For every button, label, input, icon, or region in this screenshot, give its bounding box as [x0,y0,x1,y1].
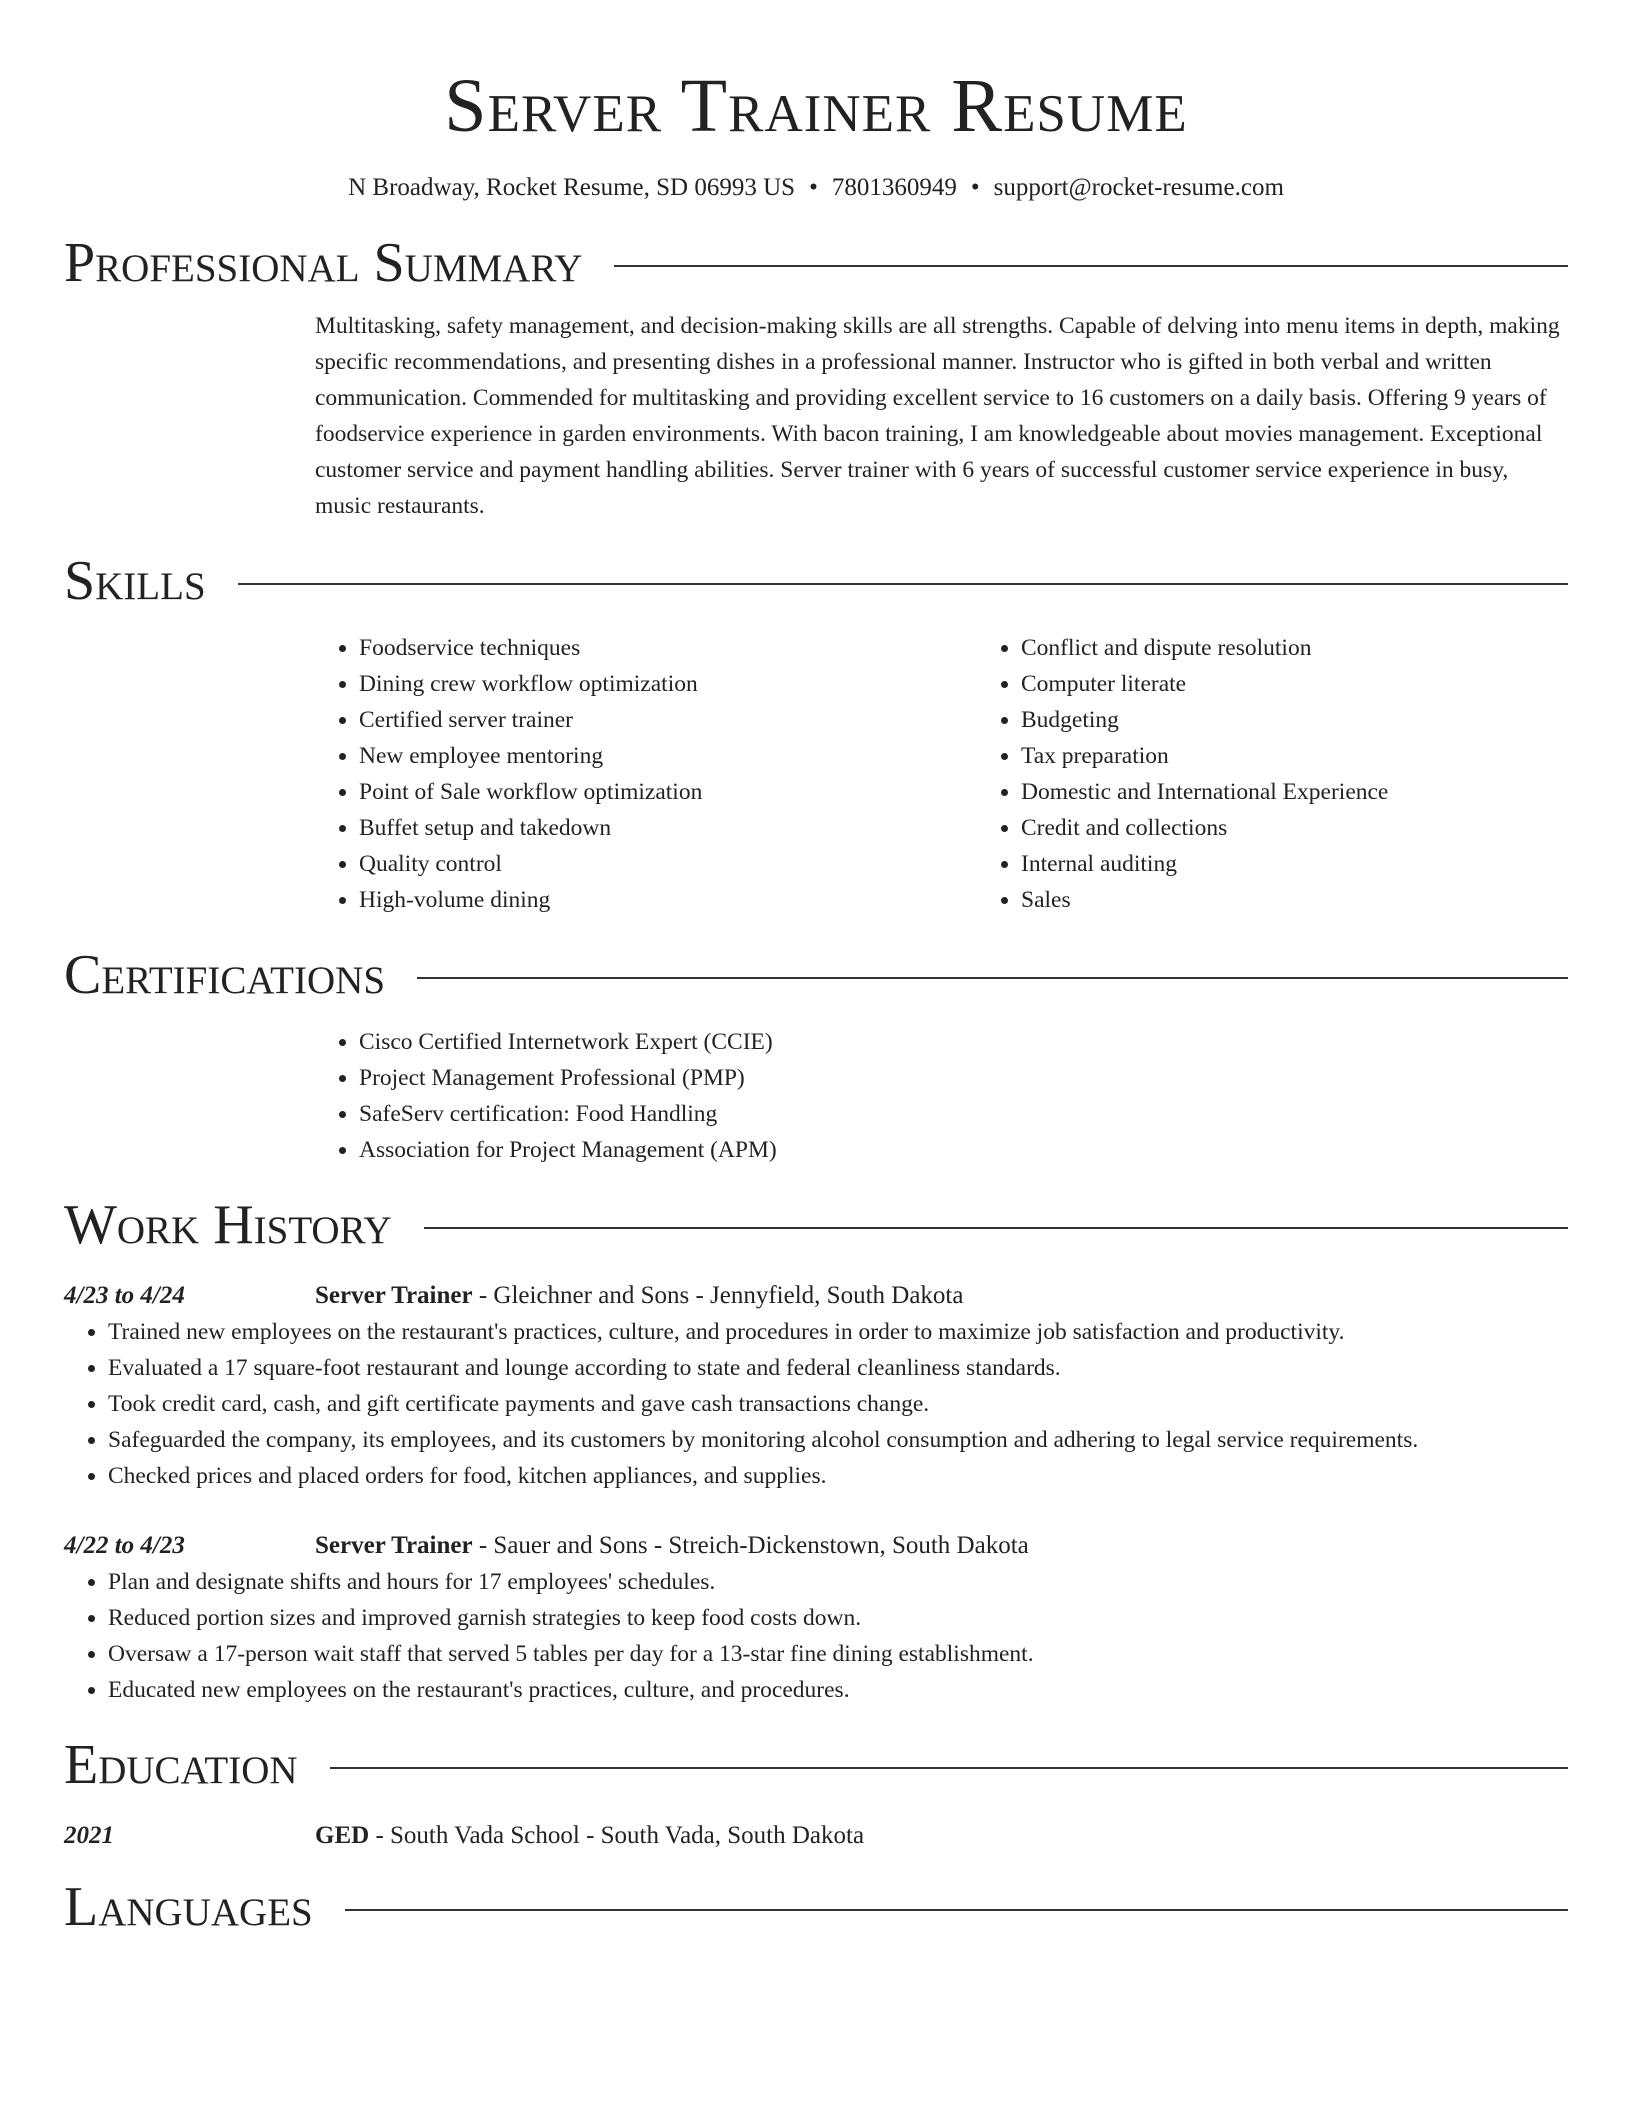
job-bullet: • Checked prices and placed orders for food, kitchen appliances, and supplies. [108,1458,1568,1494]
education-heading: Education [64,1734,298,1796]
section-divider [345,1909,1568,1911]
job-bullet: • Oversaw a 17-person wait staff that served 5 tables per day for a 13-star fine dining establishment. [108,1636,1568,1672]
skill-item: • Budgeting [1021,702,1568,738]
job-dates: 4/23 to 4/24 [64,1282,185,1309]
skills-heading: Skills [64,550,206,612]
certification-item: • Association for Project Management (APM) [359,1132,1568,1168]
skill-item: • Dining crew workflow optimization [359,666,977,702]
education-line [315,1818,864,1854]
job-heading-line [315,1278,963,1314]
job-heading-line [315,1528,1029,1564]
contact-phone: 7801360949 [831,174,957,201]
work-section-header [64,1190,1568,1260]
skills-list-right [977,630,1568,918]
certification-item: • Cisco Certified Internetwork Expert (CCIE) [359,1024,1568,1060]
job-details: - Gleichner and Sons - Jennyfield, South Dakota [472,1282,964,1309]
education-entry [64,1818,1568,1854]
education-details: - South Vada School - South Vada, South Dakota [369,1822,865,1849]
certification-item: • SafeServ certification: Food Handling [359,1096,1568,1132]
section-divider [614,265,1568,267]
job-bullets [64,1564,1568,1708]
education-year: 2021 [64,1822,114,1849]
skill-item: • Quality control [359,846,977,882]
certifications-list [315,1024,1568,1168]
education-section-header [64,1730,1568,1800]
skill-item: • Conflict and dispute resolution [1021,630,1568,666]
skills-section-header [64,546,1568,616]
skill-item: • Domestic and International Experience [1021,774,1568,810]
work-heading: Work History [64,1194,392,1256]
summary-text: Multitasking, safety management, and decision-making skills are all strengths. Capable of delving into menu items in depth, making specific recommendations, and presenting dishes in a professional manner. Instructor who is gifted in both verbal and written communication. Commended for multitasking and providing excellent service to 16 customers on a daily basis. Offering 9 years of foodservice experience in garden environments. With bacon training, I am knowledgeable about movies management. Exceptional customer service and payment handling abilities. Server trainer with 6 years of successful customer service experience in busy, music restaurants. [315,313,1560,519]
contact-line [64,170,1568,206]
certifications-heading: Certifications [64,944,386,1006]
contact-separator: • [970,174,980,201]
contact-email[interactable]: support@rocket-resume.com [993,174,1284,201]
skills-list-left [315,630,977,918]
skill-item: • High-volume dining [359,882,977,918]
job-bullet: • Safeguarded the company, its employees, and its customers by monitoring alcohol consumption and adhering to legal service requirements. [108,1422,1568,1458]
job-title: Server Trainer [315,1282,473,1309]
summary-heading: Professional Summary [64,232,583,294]
job-details: - Sauer and Sons - Streich-Dickenstown, South Dakota [472,1532,1029,1559]
section-divider [417,977,1568,979]
certification-item: • Project Management Professional (PMP) [359,1060,1568,1096]
skill-item: • Credit and collections [1021,810,1568,846]
skill-item: • New employee mentoring [359,738,977,774]
job-bullet: • Trained new employees on the restaurant's practices, culture, and procedures in order to maximize job satisfaction and productivity. [108,1314,1568,1350]
section-divider [330,1767,1568,1769]
job-entry [64,1528,1568,1708]
section-divider [424,1227,1568,1229]
job-bullet: • Evaluated a 17 square-foot restaurant and lounge according to state and federal cleanliness standards. [108,1350,1568,1386]
contact-address: N Broadway, Rocket Resume, SD 06993 US [348,174,796,201]
certifications-list-wrap [315,1024,1568,1168]
skill-item: • Sales [1021,882,1568,918]
skill-item: • Certified server trainer [359,702,977,738]
resume-title: Server Trainer Resume [444,64,1188,148]
job-header [64,1528,1568,1564]
languages-heading: Languages [64,1876,313,1938]
job-bullet: • Took credit card, cash, and gift certificate payments and gave cash transactions change. [108,1386,1568,1422]
skills-grid [315,630,1568,918]
skill-item: • Tax preparation [1021,738,1568,774]
skill-item: • Internal auditing [1021,846,1568,882]
skill-item: • Point of Sale workflow optimization [359,774,977,810]
summary-section-header [64,228,1568,298]
skill-item: • Buffet setup and takedown [359,810,977,846]
job-entry [64,1278,1568,1494]
section-divider [238,583,1568,585]
job-bullet: • Reduced portion sizes and improved garnish strategies to keep food costs down. [108,1600,1568,1636]
job-bullets [64,1314,1568,1494]
job-bullet: • Educated new employees on the restaurant's practices, culture, and procedures. [108,1672,1568,1708]
job-title: Server Trainer [315,1532,473,1559]
languages-section-header [64,1872,1568,1942]
certifications-section-header [64,940,1568,1010]
job-bullet: • Plan and designate shifts and hours for 17 employees' schedules. [108,1564,1568,1600]
skill-item: • Computer literate [1021,666,1568,702]
contact-separator: • [809,174,818,201]
education-degree: GED [315,1822,370,1849]
skill-item: • Foodservice techniques [359,630,977,666]
job-header [64,1278,1568,1314]
job-dates: 4/22 to 4/23 [64,1532,185,1559]
